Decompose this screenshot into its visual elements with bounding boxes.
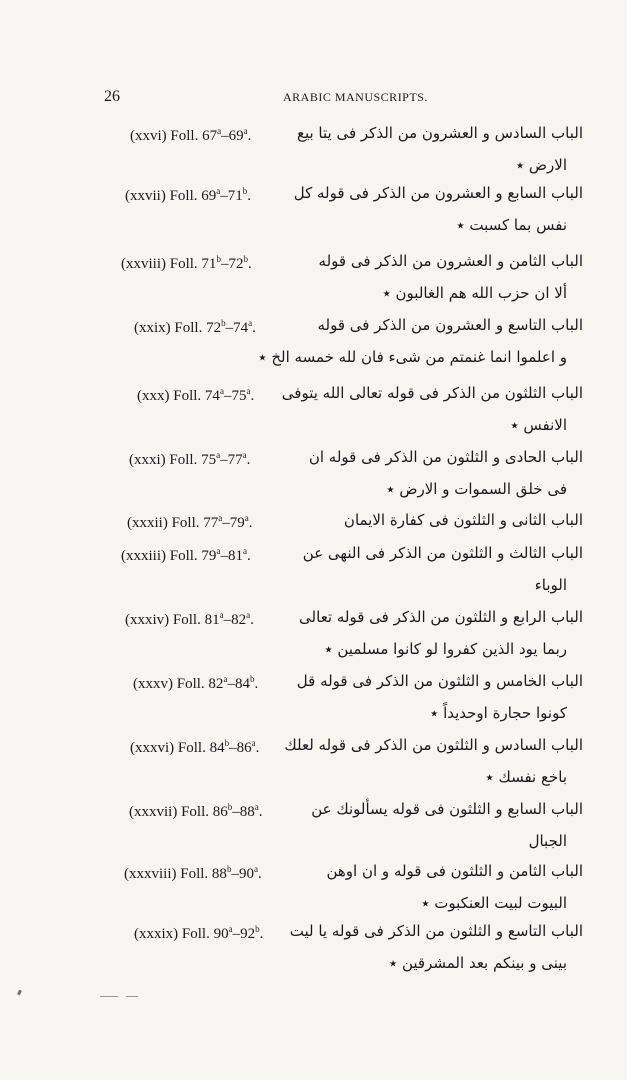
folio-reference [134, 320, 256, 337]
folio-side: a [217, 126, 222, 136]
arabic-chapter-title: الباب الثالث و الثلثون من الذكر فى النهى عن [302, 544, 583, 562]
entry-number: (xxxii) [127, 515, 168, 531]
folio-reference [134, 926, 263, 943]
folio-reference [127, 515, 253, 532]
arabic-chapter-title: الباب السابع و العشرون من الذكر فى قوله كل [293, 184, 583, 202]
entry-number: (xxxiv) [125, 612, 170, 628]
folio-end: –86 [229, 740, 252, 756]
folio-end: –69 [221, 128, 244, 144]
folio-side: b [242, 186, 248, 196]
arabic-continuation: و اعلموا انما غنمتم من شىء فان لله خمسه الخ ٭ [258, 348, 567, 366]
arabic-chapter-title: الباب التاسع و العشرون من الذكر فى قوله [317, 316, 583, 334]
folio-terminator: . [255, 740, 260, 756]
folio-end: –88 [232, 804, 255, 820]
arabic-chapter-title: الباب الرابع و الثلثون من الذكر فى قوله تعالى [299, 608, 583, 626]
folio-start: Foll. 67 [170, 128, 218, 144]
folio-side: a [216, 450, 221, 460]
folio-terminator: . [247, 256, 252, 272]
folio-terminator: . [254, 676, 259, 692]
folio-reference [129, 804, 263, 821]
folio-terminator: . [247, 188, 252, 204]
folio-side: b [249, 674, 255, 684]
folio-side: a [243, 126, 248, 136]
folio-terminator: . [250, 612, 254, 628]
folio-end: –92 [232, 926, 256, 942]
arabic-continuation: البيوت لبيت العنكبوت ٭ [421, 894, 567, 912]
folio-side: b [243, 254, 248, 264]
folio-terminator: . [248, 515, 253, 531]
folio-end: –75 [223, 388, 247, 404]
entry-number: (xxx) [137, 388, 170, 404]
folio-side: b [216, 254, 221, 264]
arabic-chapter-title: الباب السادس و العشرون من الذكر فى يتا بيع [296, 124, 583, 142]
folio-side: a [219, 610, 224, 620]
arabic-continuation: الانفس ٭ [510, 416, 567, 434]
page-number: 26 [104, 88, 120, 105]
folio-side: b [221, 318, 226, 328]
arabic-chapter-title: الباب الثامن و الثلثون فى قوله و ان اوهن [326, 862, 583, 880]
folio-side: a [218, 513, 223, 523]
entry-number: (xxxi) [129, 452, 166, 468]
folio-start: Foll. 69 [169, 188, 217, 204]
entry-number: (xxxv) [133, 676, 173, 692]
folio-start: Foll. 77 [171, 515, 219, 531]
arabic-chapter-title: الباب السابع و الثلثون فى قوله يسألونك عن [311, 800, 583, 818]
folio-reference [130, 740, 259, 757]
paper-mark [100, 996, 118, 997]
folio-start: Foll. 71 [169, 256, 217, 272]
arabic-continuation: باخع نفسك ٭ [485, 768, 567, 786]
folio-side: a [216, 186, 221, 196]
folio-side: a [242, 546, 247, 556]
folio-end: –74 [225, 320, 249, 336]
arabic-chapter-title: الباب الثلثون من الذكر فى قوله تعالى الله يتوفى [281, 384, 583, 402]
arabic-continuation: الجبال [528, 832, 567, 850]
folio-end: –81 [220, 548, 243, 564]
folio-reference [121, 548, 251, 565]
entry-number: (xxxiii) [121, 548, 166, 564]
arabic-chapter-title: الباب السادس و الثلثون من الذكر فى قوله لعلك [284, 736, 583, 754]
folio-side: a [246, 610, 251, 620]
folio-reference [121, 256, 252, 273]
folio-end: –82 [223, 612, 247, 628]
folio-terminator: . [247, 128, 252, 144]
folio-start: Foll. 88 [180, 866, 227, 882]
arabic-continuation: الارض ٭ [515, 156, 567, 174]
arabic-chapter-title: الباب الثامن و العشرون من الذكر فى قوله [318, 252, 583, 270]
folio-start: Foll. 72 [174, 320, 222, 336]
arabic-chapter-title: الباب الثانى و الثلثون فى كفارة الايمان [343, 511, 583, 529]
arabic-continuation: الوباء [534, 576, 567, 594]
arabic-continuation: ألا ان حزب الله هم الغالبون ٭ [382, 284, 567, 302]
folio-side: b [255, 924, 260, 934]
folio-terminator: . [246, 452, 251, 468]
folio-start: Foll. 81 [172, 612, 220, 628]
arabic-continuation: نفس بما كسبت ٭ [456, 216, 567, 234]
folio-side: a [244, 513, 249, 523]
folio-end: –84 [227, 676, 250, 692]
arabic-chapter-title: الباب الخامس و الثلثون من الذكر فى قوله قل [296, 672, 583, 690]
folio-side: a [254, 802, 259, 812]
folio-terminator: . [252, 320, 256, 336]
folio-side: a [248, 318, 253, 328]
folio-end: –90 [231, 866, 254, 882]
folio-side: b [224, 738, 230, 748]
folio-reference [125, 612, 254, 629]
folio-side: a [251, 738, 256, 748]
folio-end: –72 [220, 256, 244, 272]
folio-start: Foll. 82 [176, 676, 224, 692]
entry-number: (xxix) [134, 320, 171, 336]
entry-number: (xxxviii) [124, 866, 177, 882]
folio-reference [133, 676, 258, 693]
folio-terminator: . [246, 548, 251, 564]
folio-end: –77 [220, 452, 243, 468]
folio-side: a [253, 864, 258, 874]
folio-start: Foll. 86 [181, 804, 228, 820]
folio-end: –79 [222, 515, 245, 531]
folio-reference [125, 188, 251, 205]
arabic-continuation: ربما يود الذين كفروا لو كانوا مسلمين ٭ [324, 640, 567, 658]
folio-start: Foll. 74 [173, 388, 220, 404]
arabic-continuation: بينى و بينكم بعد المشرقين ٭ [389, 954, 567, 972]
entry-number: (xxxvii) [129, 804, 178, 820]
folio-terminator: . [259, 926, 264, 942]
folio-side: b [226, 864, 232, 874]
folio-reference [124, 866, 262, 883]
paper-speck [17, 990, 22, 996]
folio-end: –71 [220, 188, 243, 204]
folio-side: a [242, 450, 247, 460]
folio-side: a [223, 674, 228, 684]
arabic-chapter-title: الباب التاسع و الثلثون من الذكر فى قوله يا ليت [289, 922, 583, 940]
folio-start: Foll. 90 [181, 926, 229, 942]
paper-mark [126, 996, 138, 997]
folio-side: a [228, 924, 233, 934]
arabic-continuation: كونوا حجارة اوحديداً ٭ [430, 704, 567, 722]
arabic-continuation: فى خلق السموات و الارض ٭ [386, 480, 567, 498]
entry-number: (xxvii) [125, 188, 166, 204]
entry-number: (xxxix) [134, 926, 179, 942]
folio-side: a [219, 386, 224, 396]
folio-terminator: . [257, 866, 262, 882]
folio-terminator: . [250, 388, 255, 404]
entry-number: (xxvi) [130, 128, 167, 144]
entry-number: (xxviii) [121, 256, 166, 272]
folio-side: a [246, 386, 251, 396]
arabic-chapter-title: الباب الحادى و الثلثون من الذكر فى قوله ان [308, 448, 583, 466]
folio-start: Foll. 84 [177, 740, 225, 756]
folio-start: Foll. 79 [169, 548, 217, 564]
folio-side: b [227, 802, 233, 812]
folio-reference [137, 388, 254, 405]
folio-terminator: . [258, 804, 263, 820]
folio-start: Foll. 75 [169, 452, 217, 468]
folio-side: a [216, 546, 221, 556]
entry-number: (xxxvi) [130, 740, 175, 756]
folio-reference [129, 452, 250, 469]
folio-reference [130, 128, 251, 145]
running-title: ARABIC MANUSCRIPTS. [283, 90, 428, 104]
